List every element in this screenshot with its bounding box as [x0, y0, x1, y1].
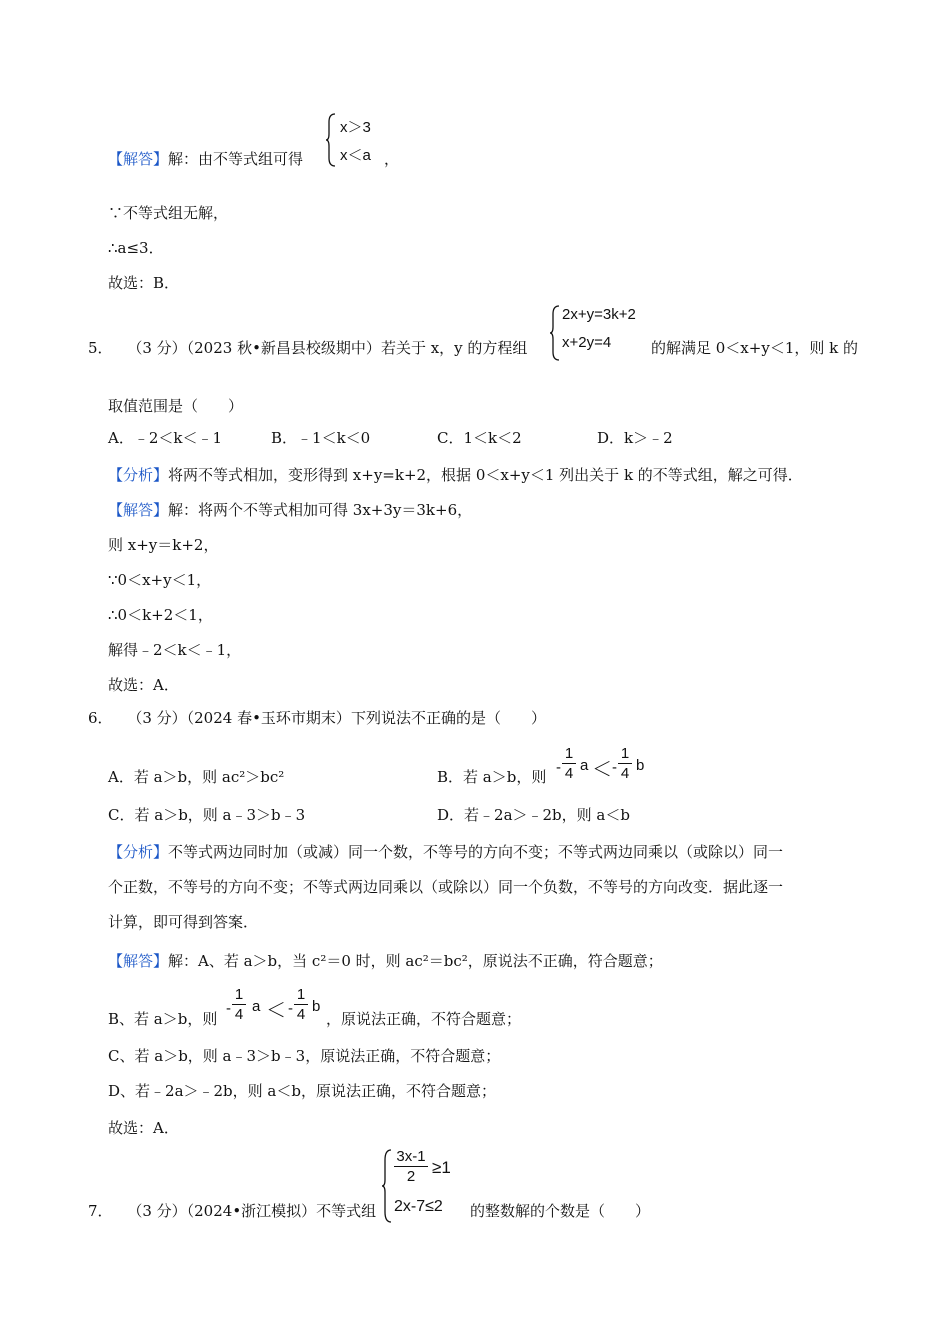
q5-source: （2023 秋•新昌县校级期中）: [186, 339, 381, 357]
q4-system-tail: ，: [384, 150, 400, 168]
q5-answer-line-3: ∴0＜k+2＜1，: [108, 606, 213, 624]
q4-line-1: ∵不等式组无解，: [108, 204, 229, 222]
q6-option-c[interactable]: C．若 a＞b，则 a﹣3＞b﹣3: [108, 806, 306, 824]
q5-option-c[interactable]: C．1＜k＜2: [437, 429, 522, 447]
q7-score: （3 分）: [127, 1202, 187, 1220]
q6-answer-a: [108, 950, 663, 972]
q4-line-3: 故选：B．: [108, 274, 180, 292]
q7-inequality-system: [382, 1148, 482, 1224]
q6-answer-b-formula: [226, 986, 336, 1030]
fraction-denominator: 4: [564, 765, 574, 782]
q6-answer-a-text: 解：A、若 a＞b，当 c²＝0 时，则 ac²＝bc²，原说法不正确，符合题意；: [168, 952, 663, 970]
q5-equation-system: [550, 304, 660, 362]
q5-option-d[interactable]: D．k＞﹣2: [597, 429, 673, 447]
q7-stem-b: 的整数解的个数是（ ）: [470, 1202, 651, 1220]
brace-icon: [326, 112, 336, 168]
q6-analysis-line-2: 个正数，不等号的方向不变；不等式两边同乘以（或除以）同一个负数，不等号的方向改变．据此逐一: [108, 878, 784, 896]
brace-icon: [550, 304, 560, 362]
q6-option-a[interactable]: A．若 a＞b，则 ac²＞bc²: [108, 768, 285, 786]
fraction-one-quarter: [562, 745, 576, 782]
less-than: ＜: [592, 759, 612, 781]
fraction-numerator: 1: [564, 745, 574, 762]
q7-fraction-numerator: 3x-1: [396, 1148, 426, 1165]
q7-stem: [88, 1200, 376, 1222]
answer-tag: 【解答】: [108, 501, 169, 519]
q7-stem-a: 不等式组: [316, 1202, 377, 1220]
brace-icon: [382, 1148, 392, 1224]
q6-stem-text: 下列说法不正确的是（ ）: [350, 709, 546, 727]
q5-answer: [108, 499, 472, 521]
fraction-one-quarter: [618, 745, 632, 782]
q6-stem: [88, 707, 546, 729]
minus-sign: -: [226, 1000, 231, 1017]
q6-source: （2024 春•玉环市期末）: [186, 709, 351, 727]
var-b: b: [636, 757, 645, 774]
q5-number: 5．: [88, 339, 113, 357]
q7-number: 7．: [88, 1202, 113, 1220]
fraction-one-quarter: [294, 986, 308, 1023]
q6-option-b-prefix: B．若 a＞b，则: [437, 768, 547, 786]
q6-answer-b-suffix: ，原说法正确，不符合题意；: [326, 1010, 522, 1028]
q7-fraction: [394, 1148, 428, 1185]
var-a: a: [252, 998, 261, 1015]
q5-system-line-1: 2x+y=3k+2: [562, 306, 636, 323]
q5-stem-a: 若关于 x，y 的方程组: [380, 339, 528, 357]
q5-answer-line-4: 解得﹣2＜k＜﹣1，: [108, 641, 242, 659]
fraction-denominator: 4: [234, 1006, 244, 1023]
q7-ineq1-tail: ≥1: [432, 1158, 451, 1177]
q7-ineq2: 2x-7≤2: [394, 1198, 443, 1215]
q5-answer-first: 解：将两个不等式相加可得 3x+3y＝3k+6，: [168, 501, 473, 519]
minus-sign: -: [612, 759, 617, 776]
minus-sign: -: [288, 1000, 293, 1017]
analysis-tag: 【分析】: [108, 843, 169, 861]
answer-tag: 【解答】: [108, 150, 169, 168]
q6-option-b-formula: [556, 745, 666, 789]
q6-option-d[interactable]: D．若﹣2a＞﹣2b，则 a＜b: [437, 806, 630, 824]
q6-option-b[interactable]: [437, 766, 546, 788]
q4-line-2: ∴a≤3．: [108, 239, 164, 257]
q4-answer-line: [108, 148, 303, 170]
var-b: b: [312, 998, 321, 1015]
var-a: a: [580, 757, 589, 774]
fraction-numerator: 1: [620, 745, 630, 762]
q5-answer-line-2: ∵0＜x+y＜1，: [108, 571, 212, 589]
q5-option-b[interactable]: B．﹣1＜k＜0: [271, 429, 371, 447]
q6-answer-b: [108, 1008, 217, 1030]
q7-source: （2024•浙江模拟）: [186, 1202, 317, 1220]
q6-choice: 故选：A．: [108, 1119, 179, 1137]
q5-score: （3 分）: [127, 339, 187, 357]
q5-system-line-2: x+2y=4: [562, 334, 612, 351]
q5-analysis: [108, 464, 803, 486]
q6-answer-c: C、若 a＞b，则 a﹣3＞b﹣3，原说法正确，不符合题意；: [108, 1047, 501, 1065]
q5-stem-b: 的解满足 0＜x+y＜1，则 k 的: [651, 339, 858, 357]
q6-score: （3 分）: [127, 709, 187, 727]
minus-sign: -: [556, 759, 561, 776]
fraction-denominator: 4: [296, 1006, 306, 1023]
q4-system-line-2: x＜a: [340, 147, 371, 164]
q5-analysis-text: 将两不等式相加，变形得到 x+y=k+2，根据 0＜x+y＜1 列出关于 k 的不等式组，解之可得．: [168, 466, 803, 484]
q7-fraction-denominator: 2: [406, 1168, 416, 1185]
fraction-numerator: 1: [234, 986, 244, 1003]
q4-answer-intro: 解：由不等式组可得: [168, 150, 304, 168]
less-than: ＜: [266, 1000, 286, 1022]
q6-analysis-line-3: 计算，即可得到答案．: [108, 913, 259, 931]
answer-tag: 【解答】: [108, 952, 169, 970]
q5-stem: [88, 337, 527, 359]
q5-answer-line-5: 故选：A．: [108, 676, 179, 694]
q6-analysis-text-1: 不等式两边同时加（或减）同一个数，不等号的方向不变；不等式两边同乘以（或除以）同一: [168, 843, 784, 861]
q5-answer-line-1: 则 x+y＝k+2，: [108, 536, 219, 554]
q6-number: 6．: [88, 709, 113, 727]
q5-stem-c: 取值范围是（ ）: [108, 397, 244, 415]
fraction-denominator: 4: [620, 765, 630, 782]
q5-option-a[interactable]: A．﹣2＜k＜﹣1: [108, 429, 223, 447]
q4-system-line-1: x＞3: [340, 119, 371, 136]
q6-analysis-line-1: [108, 841, 783, 863]
fraction-one-quarter: [232, 986, 246, 1023]
fraction-numerator: 1: [296, 986, 306, 1003]
q6-answer-b-prefix: B、若 a＞b，则: [108, 1010, 218, 1028]
analysis-tag: 【分析】: [108, 466, 169, 484]
q6-answer-d: D、若﹣2a＞﹣2b，则 a＜b，原说法正确，不符合题意；: [108, 1082, 496, 1100]
